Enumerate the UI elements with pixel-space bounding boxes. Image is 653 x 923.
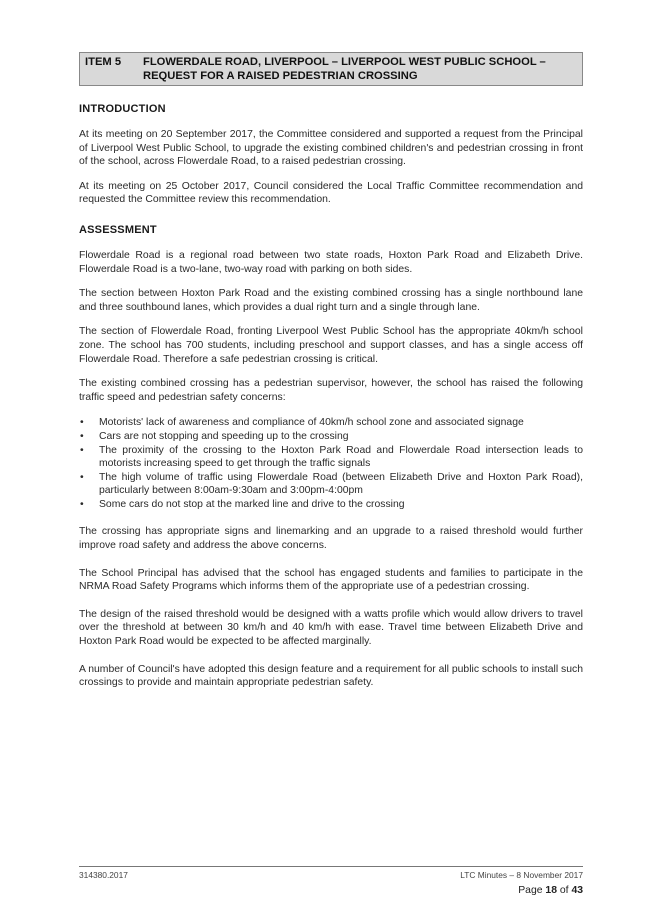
footer-divider	[79, 866, 583, 867]
concern-text: The proximity of the crossing to the Hoxton Park Road and Flowerdale Road intersection leads to motorists increasing speed to get through the traffic signals	[99, 444, 583, 470]
closing-paragraph: The crossing has appropriate signs and linemarking and an upgrade to a raised threshold would further improve road safety and address the above concerns.	[79, 526, 583, 552]
page-label: Page	[518, 885, 543, 896]
list-item	[79, 416, 583, 430]
closing-paragraph: The School Principal has advised that the school has engaged students and families to participate in the NRMA Road Safety Programs which informs them of the appropriate use of a pedestrian crossing.	[79, 567, 583, 593]
assessment-heading: ASSESSMENT	[79, 223, 157, 236]
bullet-icon: •	[80, 430, 84, 442]
item-title: FLOWERDALE ROAD, LIVERPOOL – LIVERPOOL WEST PUBLIC SCHOOL – REQUEST FOR A RAISED PEDESTRIAN CROSSING	[143, 56, 546, 82]
page-number	[79, 885, 583, 896]
bullet-icon: •	[80, 498, 84, 510]
item-number: ITEM 5	[85, 56, 122, 68]
doc-reference: 314380.2017	[79, 870, 128, 880]
closing-paragraph: The design of the raised threshold would be designed with a watts profile which would allow drivers to travel over the threshold at between 30 km/h and 40 km/h with ease. Travel time between Elizabeth Drive and Hoxton Park Road would be expected to be affected marginally.	[79, 608, 583, 648]
introduction-paragraph: At its meeting on 20 September 2017, the Committee considered and supported a request from the Principal of Liverpool West Public School, to upgrade the existing combined children's and pedestrian crossing in front of the school, across Flowerdale Road, to a raised pedestrian crossing.	[79, 129, 583, 168]
assessment-paragraph: Flowerdale Road is a regional road between two state roads, Hoxton Park Road and Elizabeth Drive. Flowerdale Road is a two-lane, two-way road with parking on both sides.	[79, 249, 583, 275]
document-page	[79, 52, 583, 690]
bullet-icon: •	[80, 444, 84, 456]
item-header-box	[79, 52, 583, 86]
list-item	[79, 498, 583, 512]
concern-text: The high volume of traffic using Flowerdale Road (between Elizabeth Drive and Hoxton Park Road), particularly between 8:00am-9:30am and 3:00pm-4:00pm	[99, 471, 583, 497]
page-of: of	[559, 885, 569, 896]
page-current: 18	[545, 885, 557, 896]
concern-text: Some cars do not stop at the marked line and drive to the crossing	[99, 498, 405, 510]
bullet-icon: •	[80, 417, 84, 429]
page-footer	[79, 866, 583, 896]
assessment-paragraph: The existing combined crossing has a pedestrian supervisor, however, the school has raised the following traffic speed and pedestrian safety concerns:	[79, 378, 583, 403]
assessment-paragraph: The section between Hoxton Park Road and the existing combined crossing has a single northbound lane and three southbound lanes, which provides a dual right turn and a single through lane.	[79, 288, 583, 313]
list-item	[79, 471, 583, 498]
minutes-label: LTC Minutes – 8 November 2017	[460, 870, 583, 880]
concern-text: Motorists' lack of awareness and compliance of 40km/h school zone and associated signage	[99, 417, 524, 429]
introduction-heading: INTRODUCTION	[79, 103, 166, 115]
footer-row	[79, 870, 583, 880]
bullet-icon: •	[80, 471, 84, 483]
concerns-list	[79, 416, 583, 511]
concern-text: Cars are not stopping and speeding up to the crossing	[99, 430, 349, 442]
list-item	[79, 430, 583, 444]
assessment-paragraph: The section of Flowerdale Road, fronting Liverpool West Public School has the appropriate 40km/h school zone. The school has 700 students, including preschool and support classes, and has a single access off Flowerdale Road. Therefore a safe pedestrian crossing is critical.	[79, 326, 583, 365]
list-item	[79, 444, 583, 471]
page-total: 43	[571, 885, 583, 896]
closing-paragraph: A number of Council's have adopted this design feature and a requirement for all public schools to install such crossings to provide and maintain appropriate pedestrian safety.	[79, 663, 583, 689]
introduction-paragraph: At its meeting on 25 October 2017, Council considered the Local Traffic Committee recommendation and requested the Committee review this recommendation.	[79, 180, 583, 206]
